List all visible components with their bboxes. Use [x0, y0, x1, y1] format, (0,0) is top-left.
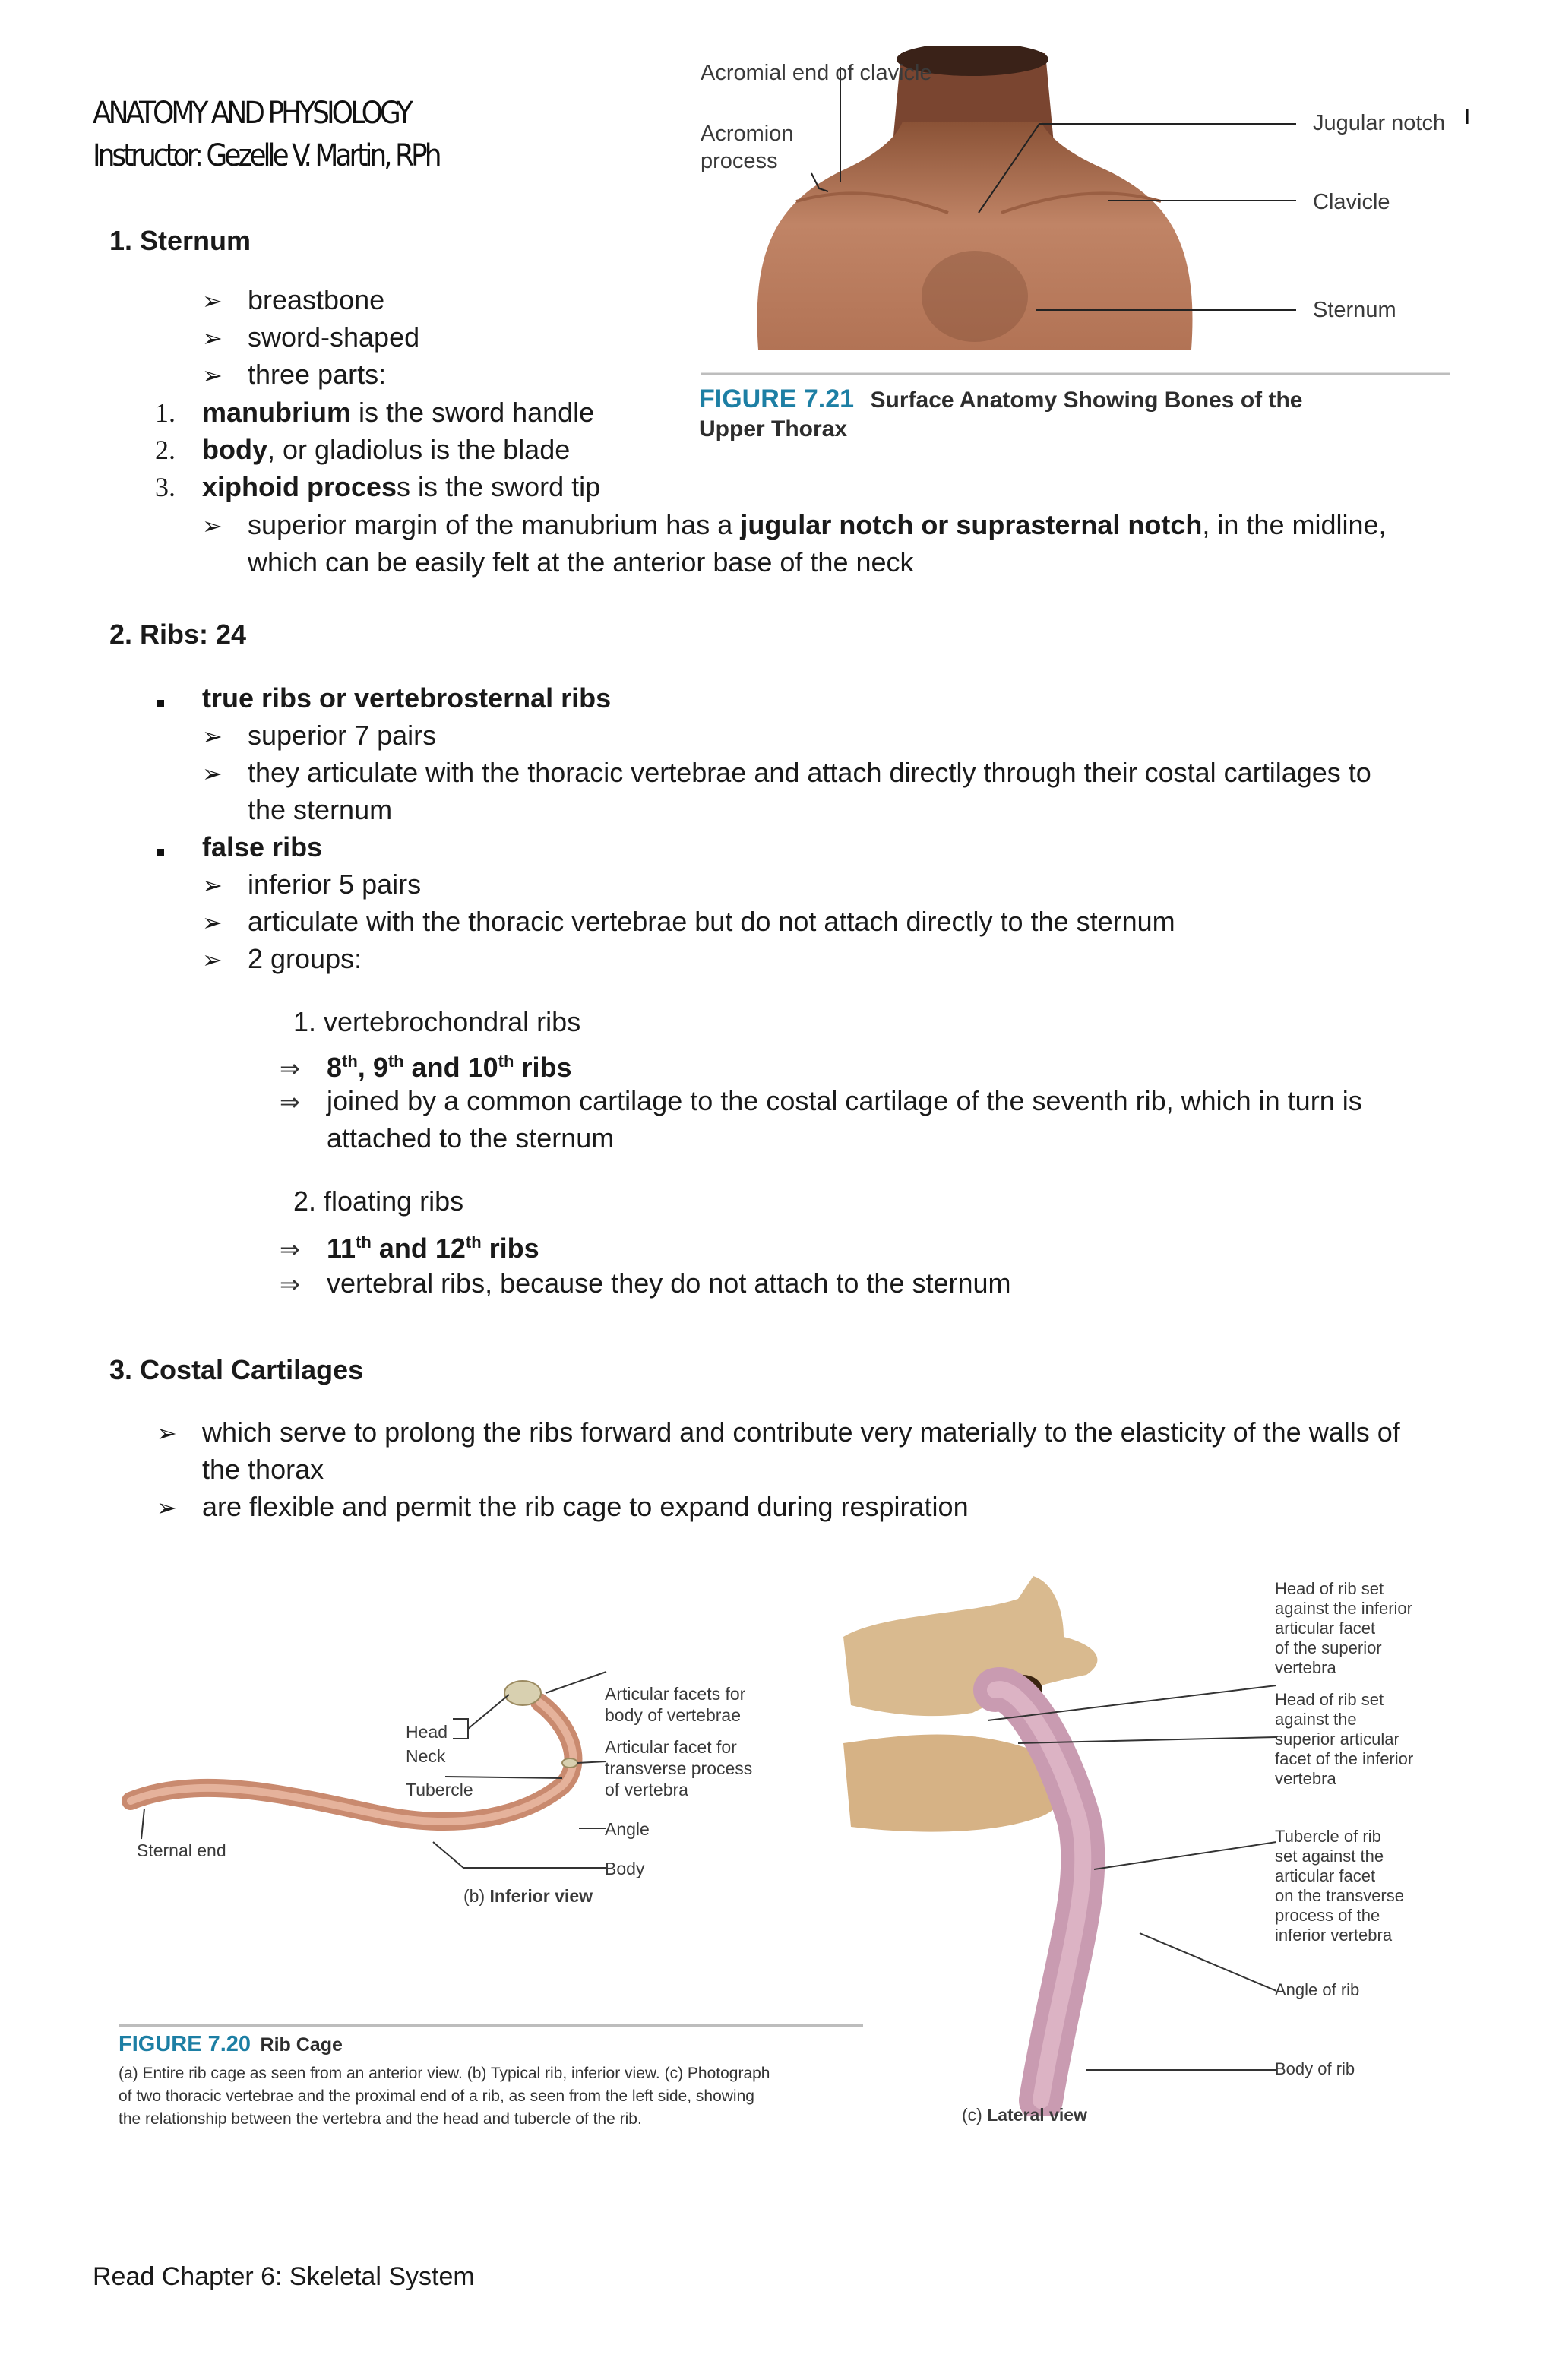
figure-title-line2: Upper Thorax	[699, 416, 848, 442]
label-clavicle: Clavicle	[1313, 190, 1390, 214]
figure-title: Surface Anatomy Showing Bones of the	[870, 388, 1303, 413]
sternum-part: 1. manubrium is the sword handle	[155, 397, 595, 428]
arrow-bullet-icon: ➢	[202, 945, 223, 974]
arrow-bullet-icon: ➢	[202, 324, 223, 353]
label-head: Head	[406, 1722, 448, 1742]
figure-7-20-caption	[119, 2032, 343, 2057]
view-label-b: (b) Inferior view	[463, 1886, 593, 1906]
figure-number: FIGURE 7.21	[699, 385, 855, 413]
arrow-bullet-icon: ➢	[157, 1419, 177, 1448]
label-angle: Angle	[605, 1819, 650, 1839]
subgroup-title: 1. vertebrochondral ribs	[293, 1006, 581, 1037]
figure-7-21-caption	[699, 385, 1302, 414]
section-heading-sternum: 1. Sternum	[109, 225, 251, 256]
double-arrow-icon: ⇒	[280, 1054, 300, 1083]
list-item: ➢ three parts:	[202, 356, 386, 394]
label-facet-tp-3: of vertebra	[605, 1780, 688, 1799]
list-item: ⇒ vertebral ribs, because they do not attach to the sternum	[280, 1264, 1011, 1303]
list-item: ➢ 2 groups:	[202, 940, 362, 979]
list-item-continuation: the thorax	[202, 1454, 324, 1485]
footer-note: Read Chapter 6: Skeletal System	[93, 2262, 475, 2291]
label-angle-of-rib: Angle of rib	[1275, 1980, 1360, 1999]
list-item: ⇒ 8th, 9th and 10th ribs	[280, 1043, 571, 1087]
list-item-continuation: the sternum	[248, 794, 393, 825]
arrow-bullet-icon: ➢	[202, 286, 223, 315]
section-heading-ribs: 2. Ribs: 24	[109, 619, 247, 650]
list-item: ➢ superior 7 pairs	[202, 717, 436, 755]
list-item: ➢ superior margin of the manubrium has a jugular notch or suprasternal notch, in the midline,	[202, 506, 1387, 545]
label-body-of-rib: Body of rib	[1275, 2059, 1355, 2078]
list-item: ➢ articulate with the thoracic vertebrae but do not attach directly to the sternum	[202, 903, 1175, 942]
arrow-bullet-icon: ➢	[202, 361, 223, 390]
subgroup-title: 2. floating ribs	[293, 1185, 464, 1217]
square-bullet-icon	[157, 849, 164, 856]
instructor-name: Instructor: Gezelle V. Martin, RPh	[93, 138, 439, 173]
label-sternal-end: Sternal end	[137, 1840, 226, 1860]
stray-character: ı	[1463, 99, 1472, 130]
figure-7-21	[697, 46, 1457, 441]
arrow-bullet-icon: ➢	[202, 871, 223, 900]
sternum-part: 3. xiphoid process is the sword tip	[155, 471, 601, 502]
course-title: ANATOMY AND PHYSIOLOGY	[93, 96, 410, 131]
rib-lateral-photo	[836, 1568, 1276, 2116]
label-articular-facets-2: body of vertebrae	[605, 1705, 742, 1725]
section-heading-costal: 3. Costal Cartilages	[109, 1354, 364, 1385]
figure-7-20-caption-text: (a) Entire rib cage as seen from an anterior view. (b) Typical rib, inferior view. (c) Photograph of two thoracic vertebrae and the proximal end of a rib, as seen from the left side, showing the relationship between the vertebra and the head and tubercle of the rib.	[119, 2065, 770, 2128]
label-acromion: Acromion	[701, 122, 794, 146]
view-label-c: (c) Lateral view	[962, 2105, 1087, 2125]
double-arrow-icon: ⇒	[280, 1270, 300, 1299]
figure-number: FIGURE 7.20	[119, 2032, 251, 2056]
label-process: process	[701, 149, 778, 173]
label-jugular-notch: Jugular notch	[1313, 111, 1446, 135]
list-item: ➢ they articulate with the thoracic vertebrae and attach directly through their costal cartilages to	[202, 754, 1371, 793]
list-item-continuation: which can be easily felt at the anterior base of the neck	[248, 546, 914, 578]
label-sternum: Sternum	[1313, 298, 1396, 322]
list-item: ➢ are flexible and permit the rib cage to expand during respiration	[157, 1488, 969, 1527]
label-acromial-end: Acromial end of clavicle	[701, 61, 932, 85]
square-bullet-icon	[157, 700, 164, 707]
label-articular-facets-1: Articular facets for	[605, 1684, 746, 1704]
list-item-continuation: attached to the sternum	[327, 1122, 615, 1154]
label-body: Body	[605, 1859, 645, 1878]
sternum-part: 2. body, or gladiolus is the blade	[155, 434, 571, 465]
label-facet-tp-2: transverse process	[605, 1758, 753, 1778]
arrow-bullet-icon: ➢	[157, 1493, 177, 1522]
double-arrow-icon: ⇒	[280, 1235, 300, 1264]
arrow-bullet-icon: ➢	[202, 722, 223, 751]
label-facet-tp-1: Articular facet for	[605, 1737, 737, 1757]
list-item: ➢ sword-shaped	[202, 318, 419, 357]
list-item: true ribs or vertebrosternal ribs	[157, 679, 611, 717]
list-item: ⇒ 11th and 12th ribs	[280, 1223, 539, 1268]
list-item: ➢ which serve to prolong the ribs forward and contribute very materially to the elasticity of the walls of	[157, 1413, 1400, 1452]
arrow-bullet-icon: ➢	[202, 511, 223, 540]
list-item: ➢ breastbone	[202, 281, 384, 320]
label-head-inferior-facet: Head of rib set against the inferior articular facet of the superior vertebra	[1275, 1579, 1412, 1677]
list-item: ⇒ joined by a common cartilage to the costal cartilage of the seventh rib, which in turn is	[280, 1082, 1362, 1121]
chest-photo	[697, 46, 1457, 441]
caption-divider	[119, 2024, 863, 2027]
double-arrow-icon: ⇒	[280, 1087, 300, 1116]
label-head-superior-facet: Head of rib set against the superior articular facet of the inferior vertebra	[1275, 1690, 1414, 1788]
arrow-bullet-icon: ➢	[202, 759, 223, 788]
label-neck: Neck	[406, 1746, 446, 1766]
figure-title: Rib Cage	[260, 2034, 343, 2056]
list-item: false ribs	[157, 828, 322, 866]
arrow-bullet-icon: ➢	[202, 908, 223, 937]
label-tubercle: Tubercle	[406, 1780, 473, 1799]
label-tubercle-of-rib: Tubercle of rib set against the articular facet on the transverse process of the inferior vertebra	[1275, 1827, 1404, 1945]
list-item: ➢ inferior 5 pairs	[202, 866, 421, 904]
